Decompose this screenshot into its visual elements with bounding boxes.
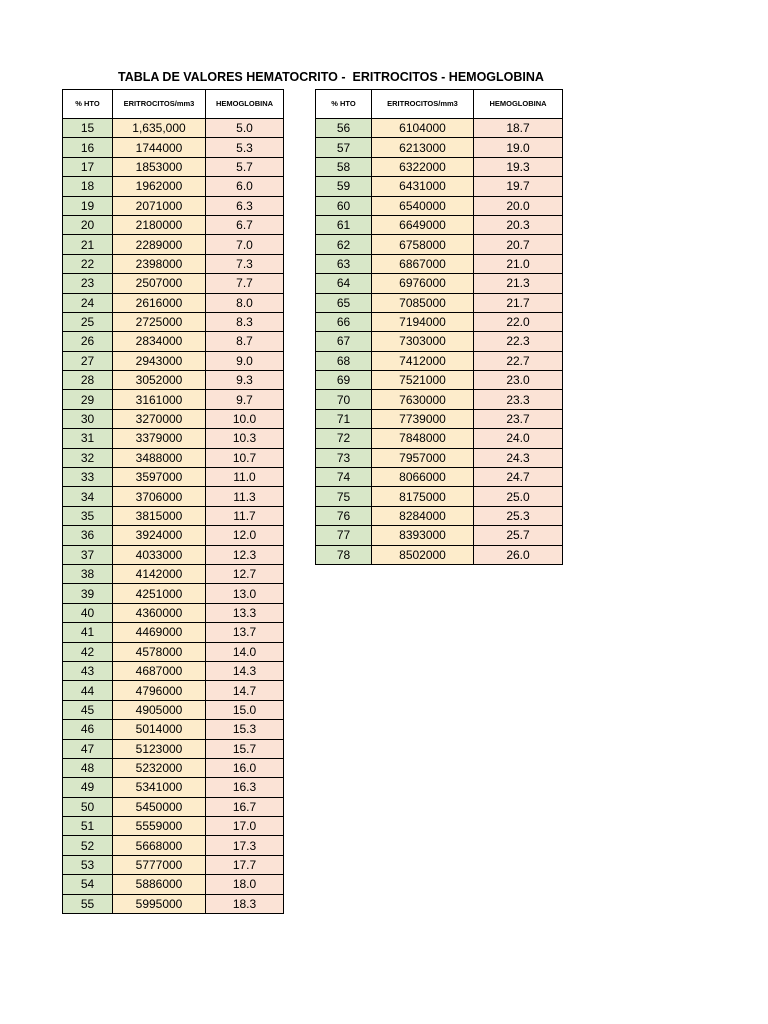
cell-hemoglobina: 13.7 <box>206 623 284 642</box>
cell-hto: 45 <box>63 700 113 719</box>
cell-hto: 47 <box>63 739 113 758</box>
cell-eritrocitos: 5341000 <box>113 778 206 797</box>
cell-hto: 44 <box>63 681 113 700</box>
header-hemoglobina: HEMOGLOBINA <box>474 90 563 119</box>
cell-eritrocitos: 2071000 <box>113 196 206 215</box>
cell-eritrocitos: 7085000 <box>372 293 474 312</box>
cell-hto: 24 <box>63 293 113 312</box>
header-eritrocitos: ERITROCITOS/mm3 <box>372 90 474 119</box>
cell-hemoglobina: 13.3 <box>206 603 284 622</box>
cell-eritrocitos: 5559000 <box>113 817 206 836</box>
cell-eritrocitos: 7739000 <box>372 409 474 428</box>
cell-hto: 22 <box>63 254 113 273</box>
cell-hto: 61 <box>316 215 372 234</box>
table-row <box>316 215 563 234</box>
cell-hto: 27 <box>63 351 113 370</box>
table-row <box>63 584 284 603</box>
table-row <box>316 274 563 293</box>
cell-eritrocitos: 5450000 <box>113 797 206 816</box>
table-row <box>63 274 284 293</box>
cell-hemoglobina: 10.0 <box>206 409 284 428</box>
cell-eritrocitos: 3379000 <box>113 429 206 448</box>
cell-hto: 58 <box>316 157 372 176</box>
cell-hemoglobina: 12.3 <box>206 545 284 564</box>
cell-hemoglobina: 12.0 <box>206 526 284 545</box>
header-hemoglobina: HEMOGLOBINA <box>206 90 284 119</box>
table-row <box>63 429 284 448</box>
cell-hto: 36 <box>63 526 113 545</box>
cell-hto: 25 <box>63 312 113 331</box>
cell-hemoglobina: 18.3 <box>206 894 284 913</box>
cell-hemoglobina: 9.7 <box>206 390 284 409</box>
cell-hemoglobina: 21.7 <box>474 293 563 312</box>
cell-eritrocitos: 2507000 <box>113 274 206 293</box>
cell-hto: 78 <box>316 545 372 564</box>
cell-eritrocitos: 5123000 <box>113 739 206 758</box>
table-row <box>63 312 284 331</box>
hematocrit-table-left <box>62 89 284 914</box>
table-row <box>63 623 284 642</box>
table-row <box>63 739 284 758</box>
cell-hemoglobina: 11.0 <box>206 468 284 487</box>
table-row <box>316 429 563 448</box>
cell-eritrocitos: 5777000 <box>113 855 206 874</box>
cell-hto: 72 <box>316 429 372 448</box>
cell-hto: 59 <box>316 177 372 196</box>
cell-hemoglobina: 18.7 <box>474 119 563 138</box>
table-row <box>63 855 284 874</box>
cell-hemoglobina: 19.7 <box>474 177 563 196</box>
cell-eritrocitos: 5232000 <box>113 758 206 777</box>
cell-eritrocitos: 6213000 <box>372 138 474 157</box>
table-row <box>63 778 284 797</box>
cell-hemoglobina: 20.7 <box>474 235 563 254</box>
cell-hto: 35 <box>63 506 113 525</box>
cell-hto: 63 <box>316 254 372 273</box>
cell-eritrocitos: 6322000 <box>372 157 474 176</box>
cell-hemoglobina: 7.3 <box>206 254 284 273</box>
cell-eritrocitos: 3488000 <box>113 448 206 467</box>
table-row <box>63 700 284 719</box>
header-row <box>316 90 563 119</box>
cell-eritrocitos: 8393000 <box>372 526 474 545</box>
cell-hto: 28 <box>63 371 113 390</box>
cell-hto: 52 <box>63 836 113 855</box>
cell-hto: 56 <box>316 119 372 138</box>
cell-hemoglobina: 13.0 <box>206 584 284 603</box>
cell-hto: 23 <box>63 274 113 293</box>
table-row <box>63 448 284 467</box>
cell-hemoglobina: 17.3 <box>206 836 284 855</box>
table-row <box>316 254 563 273</box>
cell-eritrocitos: 4578000 <box>113 642 206 661</box>
cell-hemoglobina: 21.0 <box>474 254 563 273</box>
cell-hto: 74 <box>316 468 372 487</box>
cell-hemoglobina: 9.3 <box>206 371 284 390</box>
hematocrit-table-right <box>315 89 563 565</box>
page-title: TABLA DE VALORES HEMATOCRITO - ERITROCITOS - HEMOGLOBINA <box>118 70 544 84</box>
table-row <box>316 448 563 467</box>
cell-hemoglobina: 15.0 <box>206 700 284 719</box>
cell-hemoglobina: 11.7 <box>206 506 284 525</box>
cell-eritrocitos: 7194000 <box>372 312 474 331</box>
cell-hto: 70 <box>316 390 372 409</box>
cell-hemoglobina: 23.0 <box>474 371 563 390</box>
cell-hemoglobina: 14.3 <box>206 661 284 680</box>
cell-hemoglobina: 25.7 <box>474 526 563 545</box>
cell-hto: 21 <box>63 235 113 254</box>
cell-hemoglobina: 7.7 <box>206 274 284 293</box>
cell-hemoglobina: 5.3 <box>206 138 284 157</box>
table-row <box>316 312 563 331</box>
cell-hto: 16 <box>63 138 113 157</box>
table-row <box>63 642 284 661</box>
cell-hto: 29 <box>63 390 113 409</box>
table-row <box>63 545 284 564</box>
cell-hto: 50 <box>63 797 113 816</box>
table-row <box>63 526 284 545</box>
table-row <box>316 235 563 254</box>
cell-hemoglobina: 6.3 <box>206 196 284 215</box>
cell-hto: 20 <box>63 215 113 234</box>
cell-hemoglobina: 16.7 <box>206 797 284 816</box>
table-row <box>63 603 284 622</box>
table-row <box>63 875 284 894</box>
cell-hto: 75 <box>316 487 372 506</box>
cell-hto: 60 <box>316 196 372 215</box>
cell-hemoglobina: 7.0 <box>206 235 284 254</box>
cell-hemoglobina: 8.7 <box>206 332 284 351</box>
cell-hto: 49 <box>63 778 113 797</box>
cell-hemoglobina: 14.7 <box>206 681 284 700</box>
cell-hemoglobina: 23.7 <box>474 409 563 428</box>
cell-eritrocitos: 6649000 <box>372 215 474 234</box>
table-row <box>63 332 284 351</box>
cell-eritrocitos: 3815000 <box>113 506 206 525</box>
table-row <box>316 138 563 157</box>
cell-eritrocitos: 4905000 <box>113 700 206 719</box>
cell-eritrocitos: 8502000 <box>372 545 474 564</box>
cell-hemoglobina: 22.0 <box>474 312 563 331</box>
cell-eritrocitos: 7630000 <box>372 390 474 409</box>
table-row <box>316 390 563 409</box>
cell-eritrocitos: 6104000 <box>372 119 474 138</box>
cell-eritrocitos: 8284000 <box>372 506 474 525</box>
cell-hemoglobina: 23.3 <box>474 390 563 409</box>
cell-hemoglobina: 15.7 <box>206 739 284 758</box>
table-row <box>316 409 563 428</box>
table-row <box>63 235 284 254</box>
table-row <box>63 254 284 273</box>
cell-eritrocitos: 3052000 <box>113 371 206 390</box>
cell-hemoglobina: 21.3 <box>474 274 563 293</box>
cell-eritrocitos: 3706000 <box>113 487 206 506</box>
table-row <box>63 157 284 176</box>
table-row <box>63 661 284 680</box>
cell-hto: 55 <box>63 894 113 913</box>
cell-eritrocitos: 5995000 <box>113 894 206 913</box>
cell-hto: 40 <box>63 603 113 622</box>
cell-eritrocitos: 2180000 <box>113 215 206 234</box>
table-row <box>316 468 563 487</box>
table-row <box>316 293 563 312</box>
cell-hemoglobina: 8.0 <box>206 293 284 312</box>
cell-hemoglobina: 24.0 <box>474 429 563 448</box>
table-row <box>316 371 563 390</box>
cell-eritrocitos: 2616000 <box>113 293 206 312</box>
table-row <box>63 758 284 777</box>
cell-hemoglobina: 22.3 <box>474 332 563 351</box>
cell-hemoglobina: 11.3 <box>206 487 284 506</box>
cell-hto: 69 <box>316 371 372 390</box>
table-row <box>63 196 284 215</box>
cell-eritrocitos: 8175000 <box>372 487 474 506</box>
cell-hto: 38 <box>63 564 113 583</box>
cell-eritrocitos: 7848000 <box>372 429 474 448</box>
cell-hemoglobina: 20.3 <box>474 215 563 234</box>
cell-eritrocitos: 5886000 <box>113 875 206 894</box>
cell-hemoglobina: 8.3 <box>206 312 284 331</box>
cell-hemoglobina: 22.7 <box>474 351 563 370</box>
cell-hto: 46 <box>63 720 113 739</box>
table-row <box>63 138 284 157</box>
table-row <box>63 119 284 138</box>
cell-eritrocitos: 2289000 <box>113 235 206 254</box>
cell-eritrocitos: 1962000 <box>113 177 206 196</box>
cell-eritrocitos: 3270000 <box>113 409 206 428</box>
table-row <box>63 177 284 196</box>
cell-hemoglobina: 25.0 <box>474 487 563 506</box>
cell-hemoglobina: 10.3 <box>206 429 284 448</box>
cell-hto: 71 <box>316 409 372 428</box>
table-row <box>63 351 284 370</box>
cell-eritrocitos: 4469000 <box>113 623 206 642</box>
cell-hto: 48 <box>63 758 113 777</box>
table-row <box>63 797 284 816</box>
table-row <box>63 468 284 487</box>
cell-hemoglobina: 14.0 <box>206 642 284 661</box>
cell-hto: 39 <box>63 584 113 603</box>
cell-eritrocitos: 5668000 <box>113 836 206 855</box>
cell-hto: 43 <box>63 661 113 680</box>
table-row <box>63 836 284 855</box>
cell-eritrocitos: 4796000 <box>113 681 206 700</box>
cell-hto: 67 <box>316 332 372 351</box>
cell-eritrocitos: 4033000 <box>113 545 206 564</box>
cell-hto: 53 <box>63 855 113 874</box>
cell-eritrocitos: 2943000 <box>113 351 206 370</box>
table-row <box>63 215 284 234</box>
cell-hto: 73 <box>316 448 372 467</box>
cell-hto: 68 <box>316 351 372 370</box>
table-row <box>316 351 563 370</box>
cell-eritrocitos: 6976000 <box>372 274 474 293</box>
cell-eritrocitos: 3597000 <box>113 468 206 487</box>
cell-hto: 17 <box>63 157 113 176</box>
cell-hemoglobina: 6.0 <box>206 177 284 196</box>
table-row <box>63 409 284 428</box>
cell-hemoglobina: 17.7 <box>206 855 284 874</box>
table-row <box>63 817 284 836</box>
cell-hemoglobina: 6.7 <box>206 215 284 234</box>
cell-hemoglobina: 18.0 <box>206 875 284 894</box>
cell-eritrocitos: 6867000 <box>372 254 474 273</box>
cell-eritrocitos: 4360000 <box>113 603 206 622</box>
cell-eritrocitos: 2398000 <box>113 254 206 273</box>
cell-eritrocitos: 3161000 <box>113 390 206 409</box>
cell-eritrocitos: 7957000 <box>372 448 474 467</box>
cell-eritrocitos: 3924000 <box>113 526 206 545</box>
cell-hemoglobina: 19.0 <box>474 138 563 157</box>
table-row <box>63 487 284 506</box>
cell-eritrocitos: 4251000 <box>113 584 206 603</box>
cell-hto: 54 <box>63 875 113 894</box>
cell-hto: 51 <box>63 817 113 836</box>
cell-hto: 34 <box>63 487 113 506</box>
cell-hemoglobina: 16.3 <box>206 778 284 797</box>
cell-eritrocitos: 1744000 <box>113 138 206 157</box>
table-row <box>316 526 563 545</box>
cell-hto: 31 <box>63 429 113 448</box>
table-row <box>316 506 563 525</box>
table-row <box>63 894 284 913</box>
cell-hto: 18 <box>63 177 113 196</box>
table-row <box>63 293 284 312</box>
cell-hemoglobina: 24.7 <box>474 468 563 487</box>
header-hto: % HTO <box>316 90 372 119</box>
cell-hto: 77 <box>316 526 372 545</box>
table-row <box>63 371 284 390</box>
table-row <box>63 390 284 409</box>
cell-hto: 76 <box>316 506 372 525</box>
cell-hemoglobina: 9.0 <box>206 351 284 370</box>
cell-hto: 32 <box>63 448 113 467</box>
table-row <box>316 119 563 138</box>
cell-hemoglobina: 12.7 <box>206 564 284 583</box>
cell-hto: 19 <box>63 196 113 215</box>
cell-eritrocitos: 6431000 <box>372 177 474 196</box>
cell-hto: 64 <box>316 274 372 293</box>
cell-hemoglobina: 26.0 <box>474 545 563 564</box>
cell-eritrocitos: 1853000 <box>113 157 206 176</box>
cell-eritrocitos: 5014000 <box>113 720 206 739</box>
cell-hto: 37 <box>63 545 113 564</box>
cell-hemoglobina: 15.3 <box>206 720 284 739</box>
cell-hto: 42 <box>63 642 113 661</box>
cell-eritrocitos: 7303000 <box>372 332 474 351</box>
cell-eritrocitos: 1,635,000 <box>113 119 206 138</box>
cell-hto: 57 <box>316 138 372 157</box>
table-row <box>316 332 563 351</box>
cell-eritrocitos: 6758000 <box>372 235 474 254</box>
cell-eritrocitos: 6540000 <box>372 196 474 215</box>
cell-hemoglobina: 20.0 <box>474 196 563 215</box>
cell-eritrocitos: 8066000 <box>372 468 474 487</box>
cell-hto: 33 <box>63 468 113 487</box>
cell-hto: 65 <box>316 293 372 312</box>
cell-hemoglobina: 5.0 <box>206 119 284 138</box>
cell-eritrocitos: 2725000 <box>113 312 206 331</box>
table-row <box>316 157 563 176</box>
cell-hto: 41 <box>63 623 113 642</box>
table-row <box>63 681 284 700</box>
header-eritrocitos: ERITROCITOS/mm3 <box>113 90 206 119</box>
cell-hemoglobina: 16.0 <box>206 758 284 777</box>
cell-hemoglobina: 19.3 <box>474 157 563 176</box>
table-row <box>63 564 284 583</box>
header-hto: % HTO <box>63 90 113 119</box>
table-row <box>316 545 563 564</box>
cell-hemoglobina: 10.7 <box>206 448 284 467</box>
cell-hemoglobina: 24.3 <box>474 448 563 467</box>
table-row <box>63 506 284 525</box>
cell-eritrocitos: 7521000 <box>372 371 474 390</box>
cell-hto: 62 <box>316 235 372 254</box>
table-row <box>316 487 563 506</box>
table-row <box>63 720 284 739</box>
cell-eritrocitos: 2834000 <box>113 332 206 351</box>
cell-hto: 26 <box>63 332 113 351</box>
table-row <box>316 177 563 196</box>
cell-hto: 15 <box>63 119 113 138</box>
cell-hemoglobina: 17.0 <box>206 817 284 836</box>
cell-eritrocitos: 7412000 <box>372 351 474 370</box>
cell-eritrocitos: 4142000 <box>113 564 206 583</box>
cell-hemoglobina: 25.3 <box>474 506 563 525</box>
cell-hto: 30 <box>63 409 113 428</box>
cell-hto: 66 <box>316 312 372 331</box>
cell-eritrocitos: 4687000 <box>113 661 206 680</box>
cell-hemoglobina: 5.7 <box>206 157 284 176</box>
header-row <box>63 90 284 119</box>
table-row <box>316 196 563 215</box>
